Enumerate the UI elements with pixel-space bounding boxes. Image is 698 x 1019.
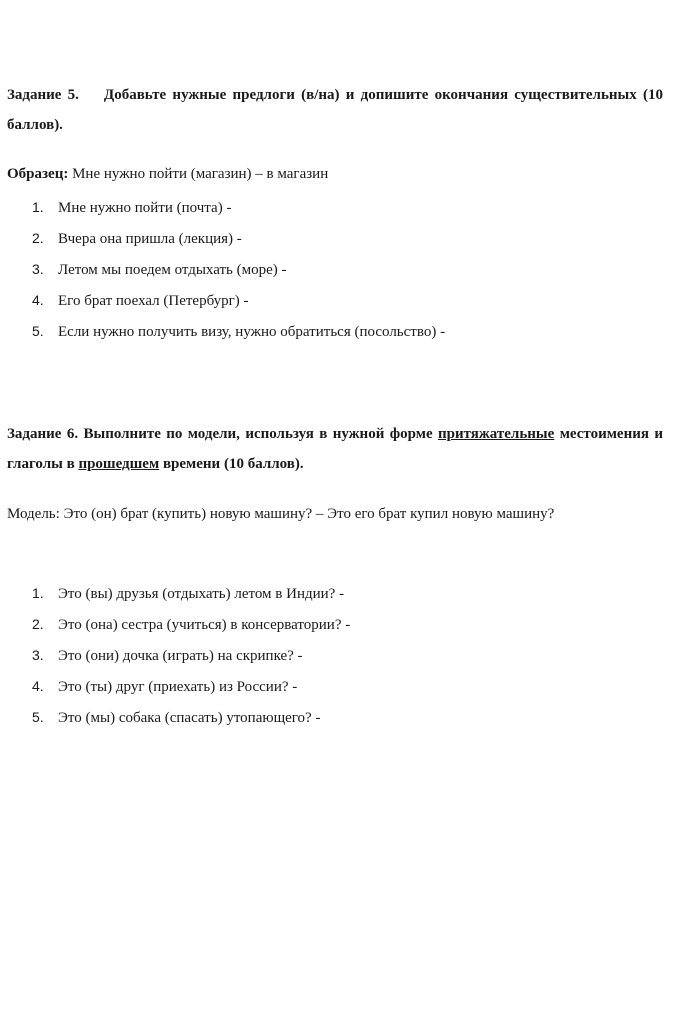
item-number: 4.: [32, 678, 44, 694]
item-text: Это (мы) собака (спасать) утопающего? -: [58, 710, 321, 726]
list-item: [32, 289, 445, 320]
list-item: [32, 258, 445, 289]
item-number: 1.: [32, 199, 44, 215]
item-number: 5.: [32, 709, 44, 725]
item-number: 3.: [32, 261, 44, 277]
underlined-word-past: прошедшем: [78, 456, 160, 472]
task-5-sample: [7, 163, 328, 185]
item-number: 4.: [32, 292, 44, 308]
item-text: Это (ты) друг (приехать) из России? -: [58, 679, 298, 695]
task-5-instruction: Добавьте нужные предлоги (в/на) и допишите окончания существительных (10 баллов).: [7, 87, 663, 133]
sample-text: Мне нужно пойти (магазин) – в магазин: [72, 166, 329, 182]
item-number: 2.: [32, 230, 44, 246]
underlined-word-possessive: притяжательные: [438, 426, 555, 442]
task-6-instruction-part1: Выполните по модели, используя в нужной форме: [83, 426, 433, 442]
list-item: [32, 320, 445, 351]
item-text: Летом мы поедем отдыхать (море) -: [58, 262, 287, 278]
list-item: [32, 644, 350, 675]
sample-label: Образец:: [7, 166, 69, 182]
item-text: Это (она) сестра (учиться) в консерватории? -: [58, 617, 351, 633]
task-5-number: Задание 5.: [7, 87, 79, 103]
list-item: [32, 196, 445, 227]
item-text: Это (они) дочка (играть) на скрипке? -: [58, 648, 303, 664]
list-item: [32, 675, 350, 706]
task-6-list: [32, 582, 350, 737]
task-6-model: Модель: Это (он) брат (купить) новую машину? – Это его брат купил новую машину?: [7, 506, 555, 522]
task-6-instruction-part3: времени (10 баллов).: [162, 456, 304, 472]
list-item: [32, 227, 445, 258]
item-text: Это (вы) друзья (отдыхать) летом в Индии? -: [58, 586, 345, 602]
item-number: 1.: [32, 585, 44, 601]
list-item: [32, 582, 350, 613]
list-item: [32, 706, 350, 737]
item-number: 2.: [32, 616, 44, 632]
task-5-list: [32, 196, 445, 351]
item-number: 3.: [32, 647, 44, 663]
item-text: Если нужно получить визу, нужно обратиться (посольство) -: [58, 324, 446, 340]
item-text: Его брат поехал (Петербург) -: [58, 293, 249, 309]
list-item: [32, 613, 350, 644]
task-6-heading: [7, 419, 663, 479]
item-number: 5.: [32, 323, 44, 339]
task-6-number: Задание 6.: [7, 426, 79, 442]
item-text: Мне нужно пойти (почта) -: [58, 200, 232, 216]
task-5-heading: [7, 80, 663, 140]
task-6-instruction-part2: местоимения и глаголы в: [7, 426, 664, 472]
item-text: Вчера она пришла (лекция) -: [58, 231, 242, 247]
